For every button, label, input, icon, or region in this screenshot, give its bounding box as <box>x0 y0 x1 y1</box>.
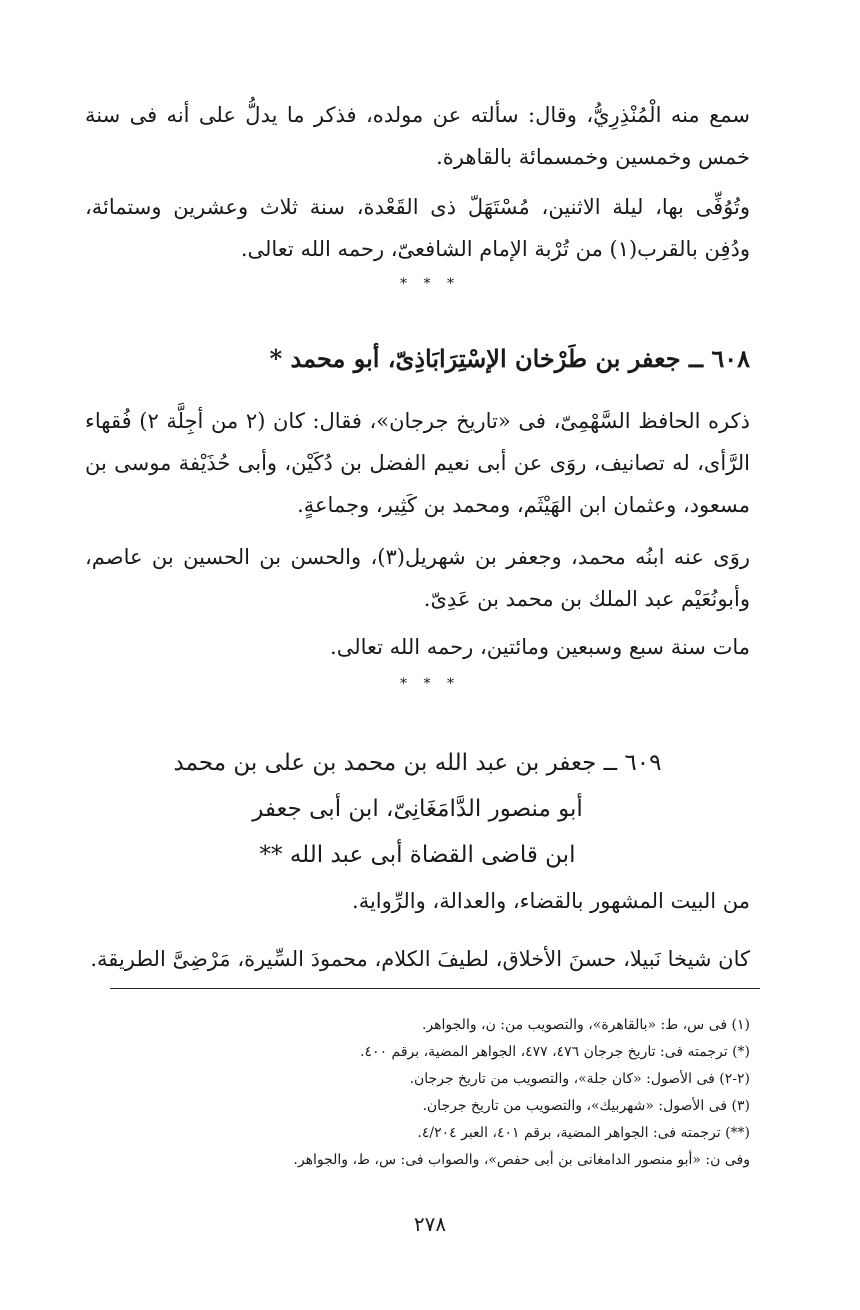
footnotes <box>85 1012 750 1174</box>
footnote-divider <box>110 988 760 989</box>
section-separator-2: * * * <box>400 676 460 692</box>
entry-609-paragraph-1: من البيت المشهور بالقضاء، والعدالة، والرِّواية. <box>352 889 750 913</box>
paragraph-birth: سمع منه الْمُنْذِرِيُّ، وقال: سألته عن مولده، فذكر ما يدلُّ على أنه فى سنة خمس وخمسين وخمسمائة بالقاهرة. <box>85 103 750 169</box>
entry-609-heading-line-2: أبو منصور الدَّامَغَانِىّ، ابن أبى جعفر <box>252 796 583 822</box>
section-separator: * * * <box>400 276 460 292</box>
footnote-2: (*) ترجمته فى: تاريخ جرجان ٤٧٦، ٤٧٧، الجواهر المضية، برقم ٤٠٠. <box>360 1044 750 1060</box>
footnote-3: (٢-٢) فى الأصول: «كان جلة»، والتصويب من تاريخ جرجان. <box>409 1071 750 1087</box>
paragraph-death: وتُوُفِّى بها، ليلة الاثنين، مُسْتَهَلّ ذى القَعْدة، سنة ثلاث وعشرين وستمائة، ودُفِن بالقرب(١) من تُرْبة الإمام الشافعىّ، رحمه الله تعالى. <box>85 195 750 261</box>
footnote-5: (**) ترجمته فى: الجواهر المضية، برقم ٤٠١، العبر ٤/٢٠٤. <box>417 1125 750 1141</box>
entry-609-paragraph-2: كان شيخا نَبيلا، حسنَ الأخلاق، لطيفَ الكلام، محمودَ السِّيرة، مَرْضِىَّ الطريقة. <box>90 947 750 971</box>
entry-608-paragraph-1: ذكره الحافظ السَّهْمِىّ، فى «تاريخ جرجان»، فقال: كان (٢ من أجِلَّة ٢) فُقهاء الرَّأى، له تصانيف، روَى عن أبى نعيم الفضل بن دُكَيْن، وأبى حُذَيْفة موسى بن مسعود، وعثمان ابن الهَيْثَم، ومحمد بن كَثِير، وجماعةٍ. <box>85 409 750 517</box>
entry-608-heading: ٦٠٨ ــ جعفر بن طَرْخان الإسْتِرَابَاذِىّ، أبو محمد * <box>269 344 750 373</box>
entry-608-paragraph-2: روَى عنه ابنُه محمد، وجعفر بن شهريل(٣)، والحسن بن الحسين بن عاصم، وأبونُعَيْم عبد الملك بن محمد بن عَدِىّ. <box>85 545 750 611</box>
entry-609-heading-line-3: ابن قاضى القضاة أبى عبد الله ** <box>259 842 576 868</box>
page-number: ٢٧٨ <box>413 1212 447 1236</box>
entry-609-heading-line-1: ٦٠٩ ــ جعفر بن عبد الله بن محمد بن على بن محمد <box>173 750 662 776</box>
entry-609-heading <box>85 740 750 878</box>
footnote-4: (٣) فى الأصول: «شهربيك»، والتصويب من تاريخ جرجان. <box>422 1098 750 1114</box>
entry-608-paragraph-3: مات سنة سبع وسبعين ومائتين، رحمه الله تعالى. <box>330 635 750 659</box>
footnote-6: وفى ن: «أبو منصور الدامغانى بن أبى حفص»، والصواب فى: س، ط، والجواهر. <box>293 1152 750 1168</box>
footnote-1: (١) فى س، ط: «بالقاهرة»، والتصويب من: ن، والجواهر. <box>421 1017 750 1033</box>
